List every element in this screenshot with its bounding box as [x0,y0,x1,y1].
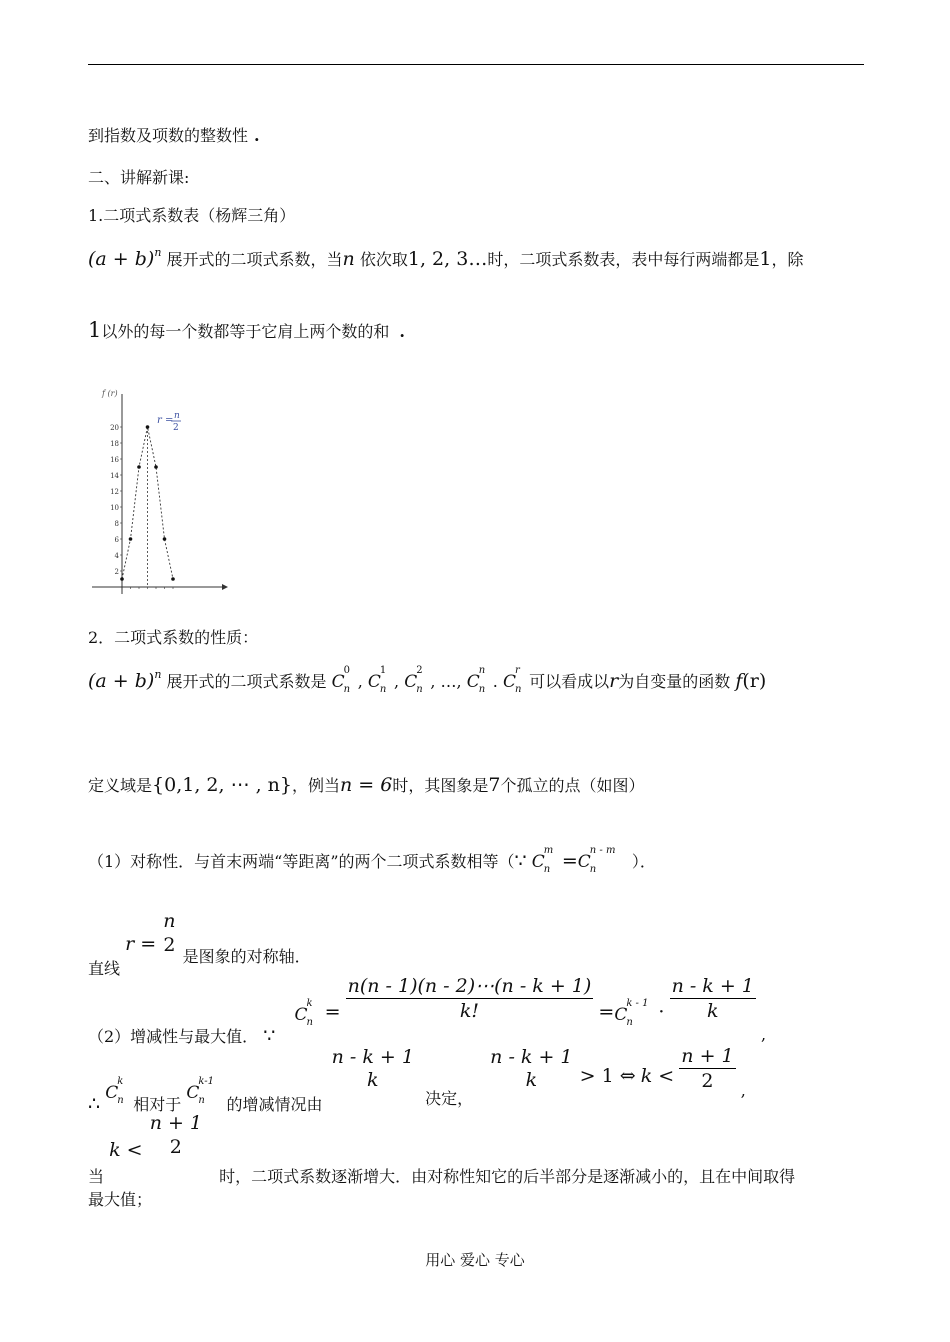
y-tick-label: 20 [110,424,119,432]
fraction-n-over-2: n 2 [163,910,176,956]
c-n-m: C m n [531,845,554,875]
graph-point [146,425,150,429]
c-n-k-minus-1-2: C k-1 n [186,1075,215,1106]
y-tick-label: 6 [114,536,119,544]
y-tick-label: 14 [110,472,119,480]
graph-point [171,577,175,581]
paragraph-domain: 定义域是{0,1, 2, ⋯ , n}，例当n = 6时，其图象是7个孤立的点（如图） [88,774,645,796]
y-tick-label: 18 [110,440,119,448]
line-integer-property: 到指数及项数的整数性 . [88,126,260,145]
paragraph-coefficients-as-function: $(a + b)^n$ 展开式的二项式系数是 C 0 n , C 1 n , C 2 n , …, C n n . C r n 可以看成以r为自变量的函数 f(r) [88,665,767,695]
header-rule [88,64,864,65]
graph-point [163,537,167,541]
y-tick-label: 16 [110,456,119,464]
c-n-0: C 0 n [331,665,351,695]
binomial-graph [88,382,233,605]
graph-point [154,465,158,469]
c-n-2: C 2 n [404,665,423,695]
fraction-ratio-3: n - k + 1 k [490,1045,573,1092]
graph-svg [88,382,233,602]
fraction-binomial-expansion: $\frac{n(n - 1)(n - 2)\cdots(n - k + 1)}{k!}$ [347,975,592,1022]
c-n-k: C k n [294,997,313,1028]
c-n-r: C r n [502,665,522,695]
paragraph-monotonicity: （2）增减性与最大值． ∵ C k n = $\frac{n(n - 1)(n - 2)\cdots(n - k + 1)}{k!}$ =C k - 1 n · $\frac{n - k + 1}{k}$ , [88,975,767,1047]
paragraph-symmetry: （1）对称性．与首末两端“等距离”的两个二项式系数相等（∵ C m n =C n - m n ）． [88,845,656,875]
y-tick-label: 2 [114,568,119,576]
y-tick-label: 12 [110,488,119,496]
fraction-ratio-2: n - k + 1 k [331,1045,414,1092]
c-n-1: C 1 n [367,665,387,695]
y-tick-label: 4 [114,552,119,560]
c-n-k-2: C k n [105,1075,124,1106]
graph-point [137,465,141,469]
fraction-n-plus-1-over-2-b: n + 1 2 [149,1112,203,1158]
paragraph-increase-decrease: ∴ C k n 相对于 C k-1 n 的增减情况由 n - k + 1 k 决定， n - k + 1 k > 1 ⇔ k < $\frac{n + 1}{2}$ , [88,1045,746,1115]
y-axis-label: f (r) [102,389,118,398]
symmetry-annotation-num: n [174,411,180,421]
paragraph-binomial-table: $(a + b)^n$ 展开式的二项式系数，当n 依次取1, 2, 3…时，二项式系数表，表中每行两端都是1，除 [88,246,804,270]
fraction-ratio: $\frac{n - k + 1}{k}$ [671,975,754,1022]
paragraph-maximum-cont: 最大值； [88,1190,153,1209]
subheading-properties: 2．二项式系数的性质： [88,628,259,647]
c-n-k-minus-1: C k - 1 n [614,997,649,1028]
paragraph-shoulder-sum: 1以外的每一个数都等于它肩上两个数的和 . [88,318,405,342]
c-n-n: C n n [466,665,486,695]
y-tick-label: 8 [114,520,119,528]
graph-point [120,577,124,581]
fraction-n-plus-1-over-2: $\frac{n + 1}{2}$ [681,1045,734,1092]
paragraph-maximum: 当 k < n + 1 2 时，二项式系数逐渐增大．由对称性知它的后半部分是逐渐减小的，且在中间取得 [88,1112,796,1187]
paragraph-symmetry-axis: 直线 r = n 2 是图象的对称轴． [88,910,311,979]
symmetry-annotation-lhs: r = [157,415,174,426]
section-heading-new-lesson: 二、讲解新课: [88,168,190,187]
subheading-binomial-table: 1.二项式系数表（杨辉三角） [88,206,296,225]
y-tick-label: 10 [110,504,119,512]
symmetry-annotation-den: 2 [173,423,179,433]
graph-point [129,537,133,541]
page-footer: 用心 爱心 专心 [425,1251,525,1269]
c-n-n-minus-m: C n - m n [577,845,616,875]
